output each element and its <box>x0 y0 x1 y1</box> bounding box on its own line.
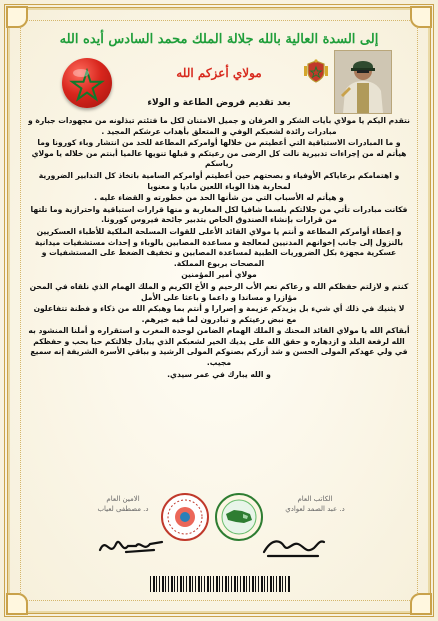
body-paragraph: و ما المبادرات الاستباقية التي أعطيتم من خلالها أوامركم المطاعة للحد من انتشار وباء كورونا وما هيأتم له من إجراءات تدبيرية نالت كل الرضى من رعيتكم و قبلها تنويها عالميا أبنتم من خلاله يا مولاي رياسكم <box>31 138 407 169</box>
body-paragraph: كنتم و لازلتم حفظكم الله و رعاكم نعم الأب الرحيم و الأخ الكريم و الملك الهمام الذي نلقاه في المحن مؤازرا و مساندا و داعما و باعثا على الأمل <box>29 281 409 302</box>
king-portrait-image <box>334 50 392 114</box>
letter-title: إلى السدة العالية بالله جلالة الملك محمد السادس أيده الله <box>59 32 379 47</box>
signer-role: الامين العام <box>106 495 140 503</box>
corner-ornament <box>410 593 432 615</box>
body-paragraph: نتقدم اليكم يا مولاي بأيات الشكر و العرفان و جميل الامتنان لكل ما فتئتم تبذلونه من مجهودات جبارة و مبادرات رائدة لشعبكم الوفي و المتعلق بأهداب عرشكم المجيد . <box>28 116 410 136</box>
coat-of-arms-icon <box>303 58 329 84</box>
signer-secretary <box>250 494 380 514</box>
body-paragraph: أبقاكم الله يا مولاي القائد المحنك و الملك الهمام الضامن لوحدة المغرب و استقراره و أملنا المنشود به الله لرفعة البلد و ازدهاره و حقق الله على يديك الخير لشعبكم الذي يبادل جلالتكم حبا بحب و حفظكم في ولي عهدكم المولى الحسن و شد أزركم بصنوكم المولى الرشيد و بباقي الأسرة الشريفة إنه سميع مجيب. <box>28 326 410 368</box>
corner-ornament <box>6 6 28 28</box>
morocco-flag-icon <box>62 58 112 108</box>
barcode <box>150 576 290 592</box>
body-paragraph: لا يثنيك في ذلك أي شيء بل يزيدكم عزيمة و إصرارا و أنتم بما وهبكم الله من ذكاء و فطنة تتفاعلون مع نبض رعيتكم و تبادرون لما فيه خيرهم. <box>33 304 405 324</box>
body-paragraph: و إعطاء أوامركم المطاعة و أنتم يا مولاي القائد الأعلى للقوات المسلحة الملكية للأطباء العسكريين بالنزول إلى جانب إخوانهم المدنيين لمعالجة و مساعدة المصابين بالوباء و إحداث مستشفيات ميدانية عسكرية مجهزة بكل الضروريات الطبية لمساعدة المصابين و تخفيف الضغط على المستشفيات و المصحات بربوع المملكة. <box>34 226 404 268</box>
body-paragraph: مولاي أمير المؤمنين <box>181 270 257 280</box>
handwritten-signature <box>96 532 168 564</box>
body-paragraph: و الله يبارك في عمر سيدي. <box>167 369 271 379</box>
body-paragraph: فكانت مبادرات تأتي من جلالتكم بلسما شافيا لكل المغاربة و منها قرارات استباقية واحترازية وما تلتها من قرارات بإنشاء الصندوق الخاص بتدبير جائحة فيروس كورونا. <box>30 204 408 225</box>
salutation: مولاي أعزكم الله <box>176 66 262 80</box>
handwritten-signature <box>258 532 330 564</box>
signer-role: الكاتب العام <box>297 495 333 503</box>
greeting-line: بعد تقديم فروض الطاعة و الولاء <box>147 98 291 108</box>
signer-name: د. مصطفى لعياب <box>97 505 149 513</box>
body-paragraph: و هيأتم له الأسباب التي من شأنها الحد من خطورته و القضاء عليه . <box>94 193 344 203</box>
signer-name: د. عبد الصمد لعوادي <box>285 505 345 513</box>
corner-ornament <box>410 6 432 28</box>
letter-body <box>28 116 410 482</box>
body-paragraph: و اهتمامكم برعاياكم الأوفياء و بصحتهم حين أعطيتم أوامركم السامية باتخاذ كل التدابير الضرورية لمحاربة هذا الوباء اللعين ماديا و معنويا <box>38 170 400 191</box>
corner-ornament <box>6 593 28 615</box>
